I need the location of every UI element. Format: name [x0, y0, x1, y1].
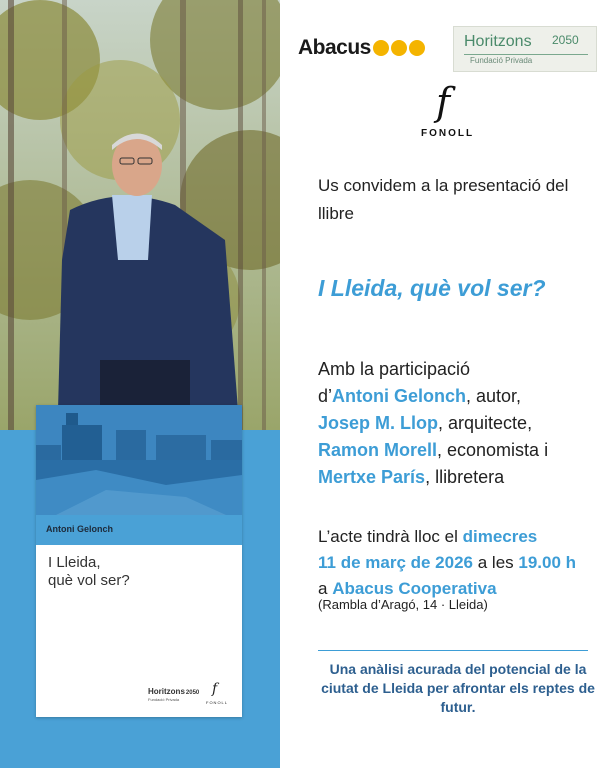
abacus-dot-icon — [409, 40, 425, 56]
invite-text: Us convidem a la presentació del llibre — [318, 176, 569, 223]
event-line — [318, 524, 576, 550]
book-cover-city-photo — [36, 405, 242, 515]
event-at-place: a — [318, 579, 333, 598]
book-cover-horitzons-sub: Fundació Privada — [148, 697, 180, 702]
participant-role: , economista i — [437, 440, 549, 460]
divider — [318, 650, 588, 651]
abacus-logo — [298, 36, 425, 60]
event-details — [318, 524, 576, 602]
horitzons-logo-year: 2050 — [552, 33, 579, 47]
book-title: I Lleida, què vol ser? — [318, 275, 546, 301]
book-cover-fonoll-mark: f — [212, 681, 218, 697]
participant-name: Ramon Morell — [318, 440, 438, 460]
left-column — [0, 0, 280, 768]
book-cover-fonoll-label: FONOLL — [206, 700, 229, 705]
event-date: 11 de març de 2026 — [318, 553, 474, 572]
abacus-dot-icon — [391, 40, 407, 56]
participant-line — [318, 383, 548, 410]
horitzons-logo-name: Horitzons — [464, 33, 532, 50]
participant-line — [318, 464, 548, 491]
participant-line — [318, 410, 548, 437]
horitzons-logo-divider — [464, 54, 588, 55]
participant-name: Antoni Gelonch — [332, 386, 467, 406]
event-day: dimecres — [462, 527, 538, 546]
book-cover-title: I Lleida, què vol ser? — [48, 554, 130, 589]
participant-name: Mertxe París — [318, 467, 426, 487]
participants-intro: Amb la participació — [318, 359, 471, 379]
abacus-dot-icon — [373, 40, 389, 56]
event-line — [318, 550, 576, 576]
author-photo — [0, 0, 280, 430]
event-time: 19.00 h — [518, 553, 577, 572]
abacus-logo-text: Abacus — [298, 36, 371, 59]
participant-role: , arquitecte, — [438, 413, 533, 433]
participant-name: Josep M. Llop — [318, 413, 439, 433]
book-cover-horitzons-logo: Horitzons2050 — [148, 687, 200, 696]
event-address: (Rambla d’Aragó, 14 · Lleida) — [318, 597, 488, 612]
event-place: Abacus Cooperativa — [332, 579, 497, 598]
horitzons-logo — [453, 26, 597, 72]
fonoll-logo-text: FONOLL — [421, 128, 475, 139]
participant-line — [318, 437, 548, 464]
participant-role: , llibretera — [425, 467, 505, 487]
event-at-time: a les — [473, 553, 519, 572]
participant-prefix: d’ — [318, 386, 333, 406]
book-cover-author: Antoni Gelonch — [46, 524, 113, 534]
tagline: Una anàlisi acurada del potencial de la ciutat de Lleida per afrontar els reptes de futur. — [321, 661, 595, 715]
book-cover — [36, 405, 242, 717]
participant-role: , autor, — [466, 386, 522, 406]
fonoll-logo-mark: f — [436, 80, 451, 124]
horitzons-logo-sub: Fundació Privada — [470, 56, 533, 65]
event-lead: L’acte tindrà lloc el — [318, 527, 463, 546]
participants-block — [318, 356, 548, 491]
